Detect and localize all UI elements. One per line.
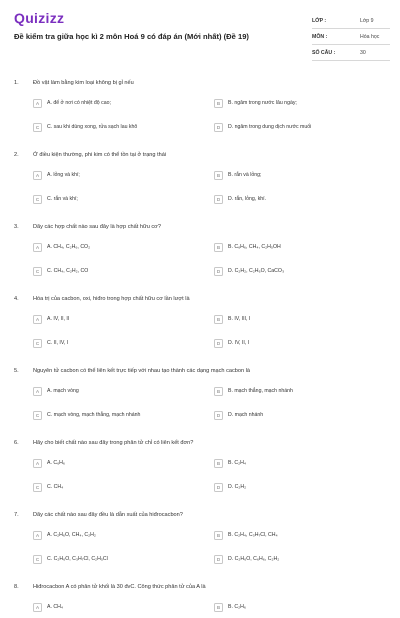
option-letter-box: B: [214, 171, 223, 180]
question-text: Hóa trị của cacbon, oxi, hiđro trong hợp chất hữu cơ lần lượt là: [33, 296, 190, 302]
option-text: A. mạch vòng: [47, 388, 79, 394]
option-a[interactable]: [33, 313, 183, 325]
option-c[interactable]: [33, 553, 183, 565]
option-a[interactable]: [33, 385, 183, 397]
option-text: D. C₂H₂: [228, 484, 247, 490]
question-item: [0, 218, 400, 290]
option-letter-box: B: [214, 315, 223, 324]
option-a[interactable]: [33, 169, 183, 181]
option-letter-box: A: [33, 99, 42, 108]
option-letter-box: D: [214, 123, 223, 132]
question-text: Đồ vật làm bằng kim loại không bị gỉ nếu: [33, 80, 134, 86]
option-letter-box: D: [214, 411, 223, 420]
meta-value: Lớp 9: [360, 17, 374, 24]
option-text: B. IV, III, I: [228, 316, 251, 322]
option-c[interactable]: [33, 121, 183, 133]
option-text: A. IV, II, II: [47, 316, 70, 322]
option-letter-box: A: [33, 315, 42, 324]
question-item: [0, 578, 400, 618]
option-b[interactable]: [214, 385, 364, 397]
option-a[interactable]: [33, 241, 183, 253]
question-number: 7.: [14, 512, 19, 518]
option-letter-box: C: [33, 195, 42, 204]
question-text: Ở điều kiện thường, phi kim có thể tồn tại ở trạng thái: [33, 152, 167, 158]
meta-value: 30: [360, 49, 366, 56]
option-letter-box: B: [214, 99, 223, 108]
option-c[interactable]: [33, 193, 183, 205]
question-item: [0, 362, 400, 434]
option-d[interactable]: [214, 553, 364, 565]
option-text: B. C₂H₄: [228, 460, 246, 466]
option-letter-box: C: [33, 555, 42, 564]
meta-value: Hóa học: [360, 33, 380, 40]
option-text: D. rắn, lỏng, khí.: [228, 196, 267, 202]
meta-row-class: [312, 13, 390, 29]
option-d[interactable]: [214, 193, 364, 205]
meta-row-subject: [312, 29, 390, 45]
option-text: C. rắn và khí;: [47, 196, 78, 202]
worksheet-header: [0, 0, 400, 62]
option-text: B. C₂H₆: [228, 604, 246, 610]
option-letter-box: D: [214, 267, 223, 276]
option-c[interactable]: [33, 481, 183, 493]
question-text: Dãy các hợp chất nào sau đây là hợp chất hữu cơ?: [33, 224, 161, 230]
option-letter-box: C: [33, 339, 42, 348]
option-a[interactable]: [33, 529, 183, 541]
option-text: C. CH₄: [47, 484, 64, 490]
question-text: Hiđrocacbon A có phân tử khối là 30 đvC. Công thức phân tử của A là: [33, 584, 206, 590]
option-letter-box: A: [33, 243, 42, 252]
option-text: B. C₆H₆, CH₄, C₂H₅OH: [228, 244, 281, 250]
option-text: D. ngâm trong dung dịch nước muối: [228, 124, 312, 130]
question-item: [0, 290, 400, 362]
option-letter-box: D: [214, 339, 223, 348]
option-a[interactable]: [33, 457, 183, 469]
option-b[interactable]: [214, 601, 364, 613]
question-number: 3.: [14, 224, 19, 230]
question-item: [0, 506, 400, 578]
meta-label: MÔN :: [312, 33, 328, 40]
option-text: B. rắn và lỏng;: [228, 172, 262, 178]
option-text: B. mạch thẳng, mạch nhánh: [228, 388, 293, 394]
option-letter-box: A: [33, 531, 42, 540]
option-text: C. II, IV, I: [47, 340, 69, 346]
question-number: 5.: [14, 368, 19, 374]
option-letter-box: B: [214, 603, 223, 612]
option-c[interactable]: [33, 337, 183, 349]
document-title: Đề kiểm tra giữa học kì 2 môn Hoá 9 có đáp án (Mới nhất) (Đề 19): [14, 32, 249, 41]
option-b[interactable]: [214, 241, 364, 253]
question-item: [0, 146, 400, 218]
option-letter-box: A: [33, 603, 42, 612]
option-text: B. ngâm trong nước lâu ngày;: [228, 100, 297, 106]
option-letter-box: D: [214, 555, 223, 564]
option-letter-box: A: [33, 387, 42, 396]
option-text: A. CH₄, C₂H₆, CO₂: [47, 244, 91, 250]
question-item: [0, 74, 400, 146]
option-text: C. mạch vòng, mạch thẳng, mạch nhánh: [47, 412, 141, 418]
option-d[interactable]: [214, 409, 364, 421]
option-b[interactable]: [214, 529, 364, 541]
option-b[interactable]: [214, 169, 364, 181]
option-letter-box: A: [33, 171, 42, 180]
question-item: [0, 434, 400, 506]
option-text: A. CH₄: [47, 604, 63, 610]
question-number: 8.: [14, 584, 19, 590]
meta-label: LỚP :: [312, 17, 327, 24]
option-text: A. C₂H₆O, CH₄, C₂H₂: [47, 532, 96, 538]
option-text: D. IV, II, I: [228, 340, 250, 346]
option-d[interactable]: [214, 337, 364, 349]
option-letter-box: C: [33, 123, 42, 132]
option-text: D. C₂H₂, C₂H₆O, CaCO₃: [228, 268, 285, 274]
question-number: 4.: [14, 296, 19, 302]
option-letter-box: C: [33, 411, 42, 420]
option-d[interactable]: [214, 265, 364, 277]
option-a[interactable]: [33, 97, 183, 109]
question-text: Hãy cho biết chất nào sau đây trong phân tử chỉ có liên kết đơn?: [33, 440, 194, 446]
option-text: D. C₂H₆O, C₆H₆, C₂H₂: [228, 556, 280, 562]
option-c[interactable]: [33, 409, 183, 421]
meta-info: [312, 13, 390, 61]
option-b[interactable]: [214, 97, 364, 109]
question-number: 6.: [14, 440, 19, 446]
option-letter-box: B: [214, 531, 223, 540]
option-b[interactable]: [214, 457, 364, 469]
question-number: 2.: [14, 152, 19, 158]
option-text: A. lỏng và khí;: [47, 172, 80, 178]
option-letter-box: A: [33, 459, 42, 468]
question-text: Dãy các chất nào sau đây đều là dẫn xuất của hiđrocacbon?: [33, 512, 183, 518]
quizizz-logo: Quizizz: [14, 10, 65, 26]
option-letter-box: D: [214, 483, 223, 492]
option-text: C. CH₄, C₂H₂, CO: [47, 268, 89, 274]
option-text: C. sau khi dùng xong, rửa sạch lau khô: [47, 124, 138, 130]
option-text: A. để ở nơi có nhiệt độ cao;: [47, 100, 111, 106]
option-d[interactable]: [214, 121, 364, 133]
option-letter-box: B: [214, 387, 223, 396]
option-c[interactable]: [33, 265, 183, 277]
option-b[interactable]: [214, 313, 364, 325]
meta-row-count: [312, 45, 390, 61]
question-list: [0, 74, 400, 618]
option-text: B. C₂H₄, C₃H₇Cl, CH₄: [228, 532, 278, 538]
option-letter-box: C: [33, 267, 42, 276]
option-letter-box: B: [214, 459, 223, 468]
meta-label: SỐ CÂU :: [312, 49, 336, 56]
option-letter-box: D: [214, 195, 223, 204]
option-letter-box: C: [33, 483, 42, 492]
option-a[interactable]: [33, 601, 183, 613]
option-text: D. mạch nhánh: [228, 412, 264, 418]
question-number: 1.: [14, 80, 19, 86]
question-text: Nguyên tử cacbon có thể liên kết trực tiếp với nhau tạo thành các dạng mạch cacbon là: [33, 368, 251, 374]
option-text: A. C₆H₆: [47, 460, 66, 466]
option-d[interactable]: [214, 481, 364, 493]
option-text: C. C₂H₆O, C₃H₇Cl, C₂H₅Cl: [47, 556, 108, 562]
option-letter-box: B: [214, 243, 223, 252]
